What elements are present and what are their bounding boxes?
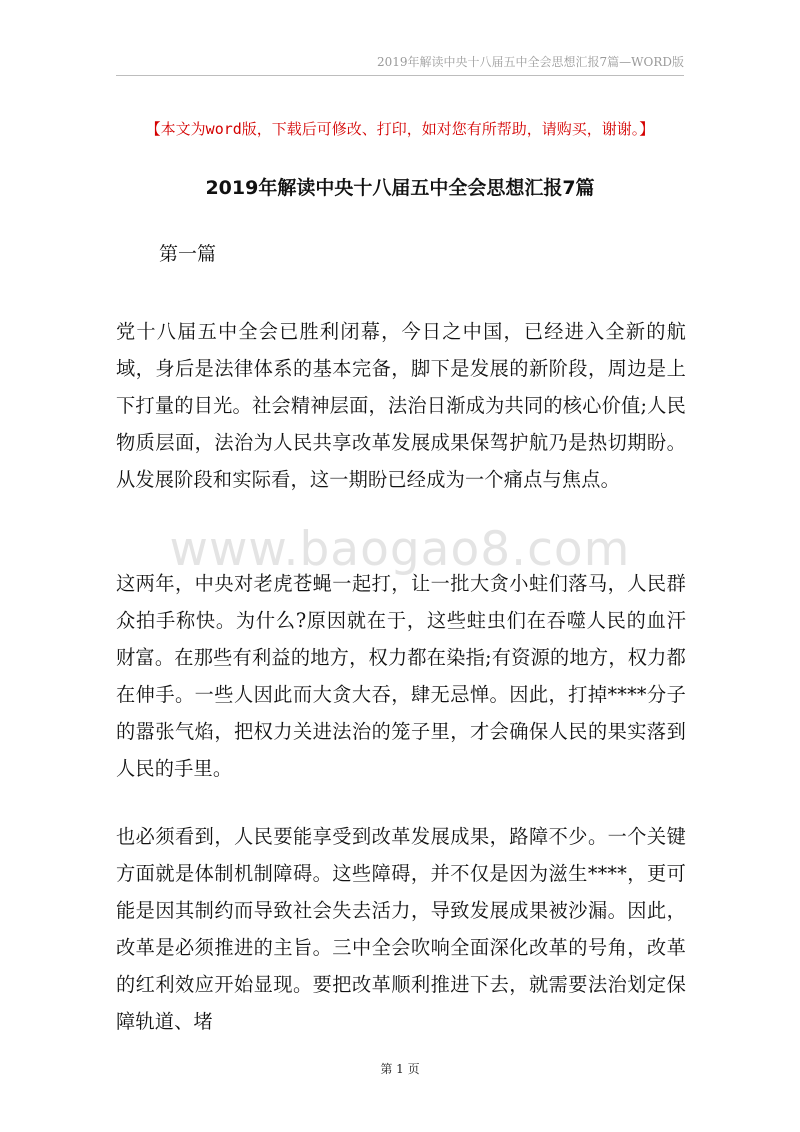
running-header: 2019年解读中央十八届五中全会思想汇报7篇—WORD版 (376, 55, 684, 69)
purchase-notice: 【本文为word版，下载后可修改、打印，如对您有所帮助，请购买，谢谢。】 (145, 120, 655, 138)
section-heading: 第一篇 (159, 243, 217, 265)
paragraph-1: 党十八届五中全会已胜利闭幕，今日之中国，已经进入全新的航域，身后是法律体系的基本完备，脚下是发展的新阶段，周边是上下打量的目光。社会精神层面，法治日渐成为共同的核心价值;人民物质层面，法治为人民共享改革发展成果保驾护航乃是热切期盼。从发展阶段和实际看，这一期盼已经成为一个痛点与焦点。 (116, 320, 686, 491)
header-divider (116, 75, 684, 76)
page-number: 第 1 页 (380, 1062, 420, 1076)
document-title: 2019年解读中央十八届五中全会思想汇报7篇 (205, 177, 595, 199)
watermark: www.baogao8.com (169, 522, 631, 577)
paragraph-2: 这两年，中央对老虎苍蝇一起打，让一批大贪小蛀们落马，人民群众拍手称快。为什么?原因就在于，这些蛀虫们在吞噬人民的血汗财富。在那些有利益的地方，权力都在染指;有资源的地方，权力都在伸手。一些人因此而大贪大吞，肆无忌惮。因此，打掉****分子的嚣张气焰，把权力关进法治的笼子里，才会确保人民的果实落到人民的手里。 (116, 572, 686, 780)
paragraph-3: 也必须看到，人民要能享受到改革发展成果，路障不少。一个关键方面就是体制机制障碍。这些障碍，并不仅是因为滋生****，更可能是因其制约而导致社会失去活力，导致发展成果被沙漏。因此，改革是必须推进的主旨。三中全会吹响全面深化改革的号角，改革的红利效应开始显现。要把改革顺利推进下去，就需要法治划定保障轨道、堵 (116, 825, 686, 1033)
